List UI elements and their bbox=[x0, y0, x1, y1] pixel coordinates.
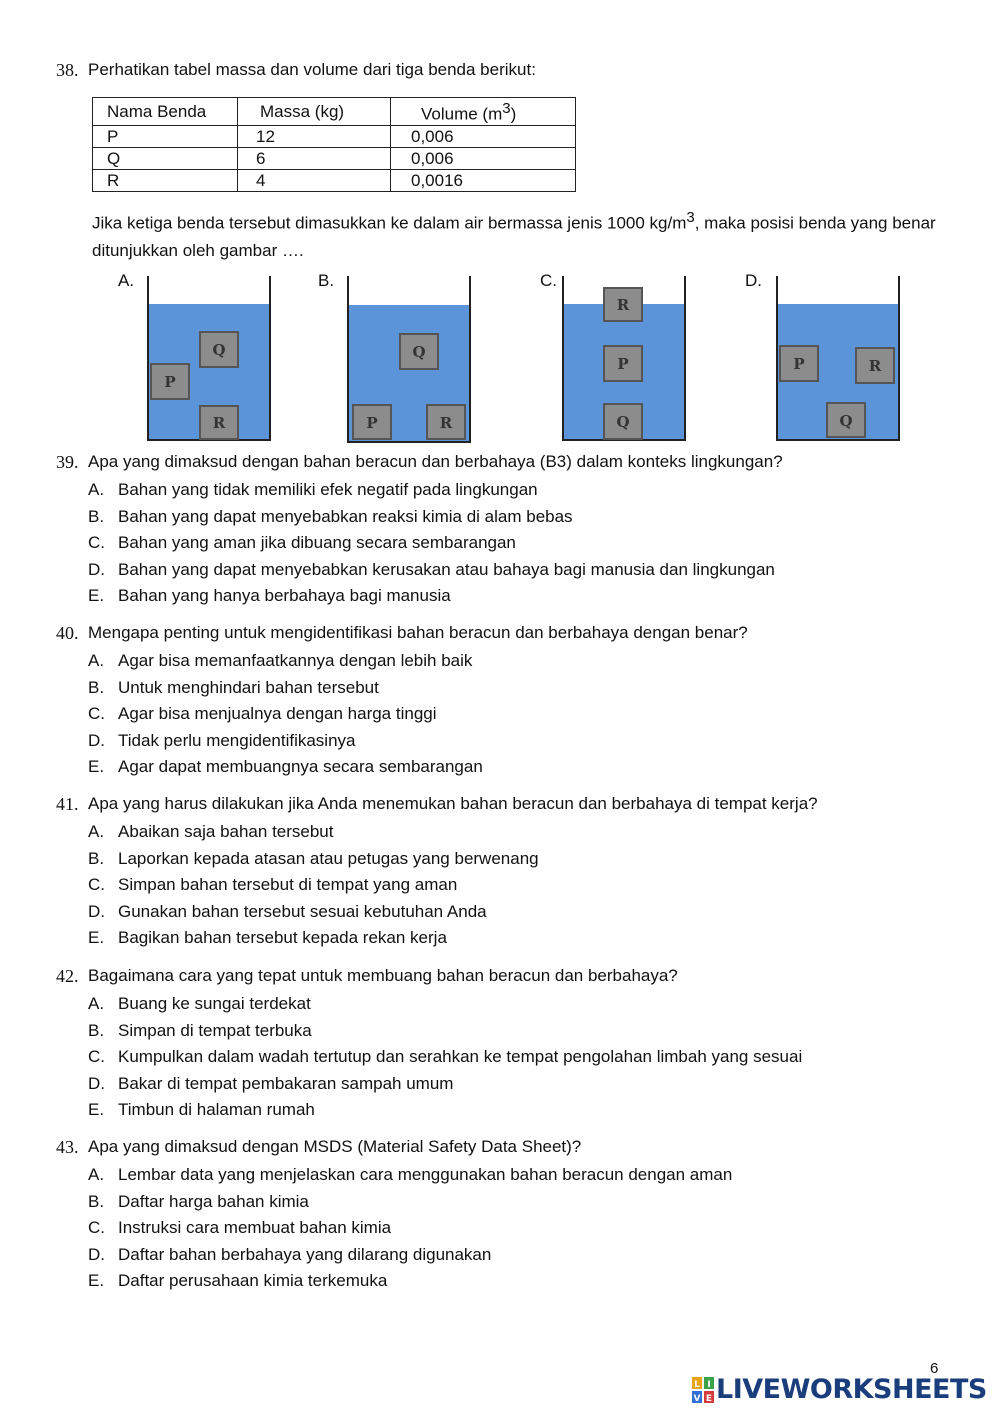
option-text: Simpan di tempat terbuka bbox=[118, 1020, 312, 1040]
option-text: Bakar di tempat pembakaran sampah umum bbox=[118, 1073, 454, 1093]
table-header-row bbox=[93, 98, 576, 126]
question-text: Apa yang harus dilakukan jika Anda menemukan bahan beracun dan berbahaya di tempat kerja? bbox=[88, 794, 818, 813]
page-number: 6 bbox=[930, 1360, 939, 1377]
option-a[interactable] bbox=[56, 648, 956, 675]
option-text: Agar dapat membuangnya secara sembarangan bbox=[118, 757, 483, 777]
paragraph-exponent: 3 bbox=[686, 209, 695, 226]
option-b[interactable] bbox=[56, 675, 956, 702]
option-text: Agar bisa menjualnya dengan harga tinggi bbox=[118, 704, 437, 724]
option-d[interactable] bbox=[56, 1071, 956, 1098]
option-list bbox=[56, 819, 956, 952]
option-e[interactable] bbox=[56, 925, 956, 952]
logo-text: LIVEWORKSHEETS bbox=[716, 1374, 987, 1405]
question-text: Bagaimana cara yang tepat untuk membuang bahan beracun dan berbahaya? bbox=[88, 966, 678, 985]
block-label: Q bbox=[412, 343, 426, 361]
option-text: Tidak perlu mengidentifikasinya bbox=[118, 730, 356, 750]
option-b[interactable] bbox=[56, 1018, 956, 1045]
option-d[interactable] bbox=[56, 557, 956, 584]
liveworksheets-logo[interactable] bbox=[692, 1374, 992, 1406]
table-cell: Q bbox=[93, 147, 238, 169]
table-cell: 0,006 bbox=[391, 125, 576, 147]
block-q bbox=[200, 332, 238, 367]
question-text: Apa yang dimaksud dengan MSDS (Material Safety Data Sheet)? bbox=[88, 1137, 582, 1156]
option-c[interactable] bbox=[56, 1044, 956, 1071]
option-text: Agar bisa memanfaatkannya dengan lebih baik bbox=[118, 651, 473, 670]
option-b[interactable] bbox=[56, 504, 956, 531]
question-43 bbox=[56, 1137, 956, 1295]
option-c[interactable] bbox=[56, 530, 956, 557]
question-number: 40. bbox=[56, 623, 79, 643]
question-header bbox=[56, 452, 956, 472]
option-letter: C. bbox=[88, 533, 105, 553]
block-label: P bbox=[366, 414, 378, 432]
figure-label-a[interactable]: A. bbox=[118, 271, 135, 290]
block-label: P bbox=[617, 355, 629, 373]
option-text: Bahan yang aman jika dibuang secara sembarangan bbox=[118, 533, 516, 553]
block-r bbox=[856, 348, 894, 383]
question-number: 42. bbox=[56, 966, 79, 986]
option-text: Bahan yang tidak memiliki efek negatif pada lingkungan bbox=[118, 480, 538, 499]
volume-paren: ) bbox=[510, 104, 517, 124]
question-number: 41. bbox=[56, 794, 79, 814]
block-q bbox=[827, 403, 865, 437]
block-label: P bbox=[164, 373, 176, 391]
option-a[interactable] bbox=[56, 819, 956, 846]
block-r bbox=[604, 288, 642, 321]
option-letter: C. bbox=[88, 1218, 105, 1238]
table-header-cell: Nama Benda bbox=[93, 98, 238, 126]
option-letter: A. bbox=[88, 480, 105, 499]
option-list bbox=[56, 648, 956, 781]
option-e[interactable] bbox=[56, 1268, 956, 1295]
table-cell: 0,0016 bbox=[391, 169, 576, 191]
table-cell: 0,006 bbox=[391, 147, 576, 169]
option-letter: E. bbox=[88, 1271, 105, 1291]
block-label: P bbox=[793, 355, 805, 373]
block-q bbox=[604, 404, 642, 439]
option-letter: E. bbox=[88, 1100, 105, 1120]
option-letter: A. bbox=[88, 822, 105, 841]
option-letter: D. bbox=[88, 730, 105, 750]
logo-icon-letter: E bbox=[705, 1394, 713, 1403]
block-r bbox=[427, 405, 465, 439]
question-39 bbox=[56, 452, 956, 610]
logo-icon-letter: L bbox=[694, 1380, 700, 1390]
question-number: 38. bbox=[56, 60, 79, 80]
option-c[interactable] bbox=[56, 701, 956, 728]
option-letter: D. bbox=[88, 1073, 105, 1093]
option-text: Kumpulkan dalam wadah tertutup dan serahkan ke tempat pengolahan limbah yang sesuai bbox=[118, 1047, 803, 1067]
table-header-cell bbox=[391, 98, 576, 126]
option-text: Daftar harga bahan kimia bbox=[118, 1191, 309, 1211]
block-label: R bbox=[439, 414, 453, 432]
option-text: Lembar data yang menjelaskan cara menggunakan bahan beracun dengan aman bbox=[118, 1165, 733, 1184]
option-letter: C. bbox=[88, 704, 105, 724]
option-text: Buang ke sungai terdekat bbox=[118, 994, 311, 1013]
option-text: Bahan yang dapat menyebabkan kerusakan atau bahaya bagi manusia dan lingkungan bbox=[118, 559, 775, 579]
option-text: Abaikan saja bahan tersebut bbox=[118, 822, 334, 841]
option-c[interactable] bbox=[56, 1215, 956, 1242]
option-text: Bahan yang hanya berbahaya bagi manusia bbox=[118, 586, 451, 606]
beaker-d bbox=[776, 276, 900, 442]
mass-volume-table bbox=[92, 97, 576, 192]
table-cell: P bbox=[93, 125, 238, 147]
option-a[interactable] bbox=[56, 1162, 956, 1189]
block-label: R bbox=[616, 296, 630, 314]
block-label: Q bbox=[616, 413, 630, 431]
block-label: R bbox=[212, 414, 226, 432]
table-cell: 12 bbox=[238, 125, 391, 147]
option-letter: B. bbox=[88, 1020, 105, 1040]
option-letter: E. bbox=[88, 586, 105, 606]
figure-label-d[interactable]: D. bbox=[745, 271, 762, 290]
table-cell: R bbox=[93, 169, 238, 191]
option-e[interactable] bbox=[56, 583, 956, 610]
option-letter: B. bbox=[88, 677, 105, 697]
logo-icon-letter: V bbox=[693, 1394, 701, 1403]
block-q bbox=[400, 334, 438, 369]
option-text: Laporkan kepada atasan atau petugas yang berwenang bbox=[118, 848, 539, 868]
option-text: Instruksi cara membuat bahan kimia bbox=[118, 1218, 392, 1238]
option-letter: A. bbox=[88, 994, 105, 1013]
option-e[interactable] bbox=[56, 1097, 956, 1124]
option-b[interactable] bbox=[56, 1189, 956, 1216]
paragraph-text-2: , maka posisi benda yang benar ditunjukkan oleh gambar …. bbox=[92, 213, 936, 260]
option-list bbox=[56, 991, 956, 1124]
question-header bbox=[56, 623, 956, 643]
option-d[interactable] bbox=[56, 1242, 956, 1269]
block-label: R bbox=[868, 357, 882, 375]
option-e[interactable] bbox=[56, 754, 956, 781]
question-42 bbox=[56, 966, 956, 1124]
option-text: Simpan bahan tersebut di tempat yang aman bbox=[118, 875, 458, 895]
block-label: Q bbox=[839, 412, 853, 430]
option-text: Bagikan bahan tersebut kepada rekan kerja bbox=[118, 928, 447, 948]
question-paragraph bbox=[92, 204, 962, 264]
block-p bbox=[353, 405, 391, 439]
option-letter: B. bbox=[88, 848, 105, 868]
table-row bbox=[93, 147, 576, 169]
option-text: Untuk menghindari bahan tersebut bbox=[118, 677, 379, 697]
table-row bbox=[93, 125, 576, 147]
beaker-b bbox=[347, 276, 471, 442]
question-38 bbox=[56, 60, 956, 80]
option-letter: C. bbox=[88, 1047, 105, 1067]
question-header bbox=[56, 60, 956, 80]
block-p bbox=[780, 346, 818, 381]
block-r bbox=[200, 406, 238, 439]
option-letter: E. bbox=[88, 757, 105, 777]
question-text: Mengapa penting untuk mengidentifikasi bahan beracun dan berbahaya dengan benar? bbox=[88, 623, 748, 642]
option-text: Bahan yang dapat menyebabkan reaksi kimia di alam bebas bbox=[118, 506, 573, 526]
block-p bbox=[604, 346, 642, 381]
option-c[interactable] bbox=[56, 872, 956, 899]
option-letter: E. bbox=[88, 928, 105, 948]
question-text: Perhatikan tabel massa dan volume dari tiga benda berikut: bbox=[88, 60, 536, 79]
option-b[interactable] bbox=[56, 846, 956, 873]
option-letter: D. bbox=[88, 901, 105, 921]
option-letter: D. bbox=[88, 559, 105, 579]
question-40 bbox=[56, 623, 956, 781]
figure-label-b[interactable]: B. bbox=[318, 271, 335, 290]
paragraph-text-1: Jika ketiga benda tersebut dimasukkan ke dalam air bermassa jenis 1000 kg/m bbox=[92, 213, 687, 233]
volume-label: Volume (m bbox=[421, 104, 503, 124]
question-header bbox=[56, 966, 956, 986]
block-p bbox=[151, 364, 189, 399]
volume-exponent: 3 bbox=[502, 100, 511, 117]
table-cell: 6 bbox=[238, 147, 391, 169]
option-letter: A. bbox=[88, 651, 105, 670]
question-41 bbox=[56, 794, 956, 952]
option-d[interactable] bbox=[56, 728, 956, 755]
logo-icon bbox=[692, 1377, 714, 1403]
beaker-c bbox=[562, 276, 686, 442]
question-header bbox=[56, 1137, 956, 1157]
question-number: 43. bbox=[56, 1137, 79, 1157]
table-row bbox=[93, 169, 576, 191]
option-a[interactable] bbox=[56, 991, 956, 1018]
option-list bbox=[56, 1162, 956, 1295]
option-text: Daftar perusahaan kimia terkemuka bbox=[118, 1271, 388, 1291]
option-text: Timbun di halaman rumah bbox=[118, 1100, 315, 1120]
option-letter: B. bbox=[88, 1191, 105, 1211]
question-text: Apa yang dimaksud dengan bahan beracun dan berbahaya (B3) dalam konteks lingkungan? bbox=[88, 452, 783, 471]
option-list bbox=[56, 477, 956, 610]
option-text: Daftar bahan berbahaya yang dilarang digunakan bbox=[118, 1244, 492, 1264]
option-a[interactable] bbox=[56, 477, 956, 504]
block-label: Q bbox=[212, 341, 226, 359]
logo-icon-letter: I bbox=[707, 1380, 711, 1390]
beaker-a bbox=[147, 276, 271, 442]
option-letter: D. bbox=[88, 1244, 105, 1264]
figure-label-c[interactable]: C. bbox=[540, 271, 557, 290]
option-letter: B. bbox=[88, 506, 105, 526]
table-cell: 4 bbox=[238, 169, 391, 191]
option-letter: C. bbox=[88, 875, 105, 895]
question-header bbox=[56, 794, 956, 814]
option-text: Gunakan bahan tersebut sesuai kebutuhan Anda bbox=[118, 901, 487, 921]
table-header-cell: Massa (kg) bbox=[238, 98, 391, 126]
option-letter: A. bbox=[88, 1165, 105, 1184]
option-d[interactable] bbox=[56, 899, 956, 926]
question-number: 39. bbox=[56, 452, 79, 472]
